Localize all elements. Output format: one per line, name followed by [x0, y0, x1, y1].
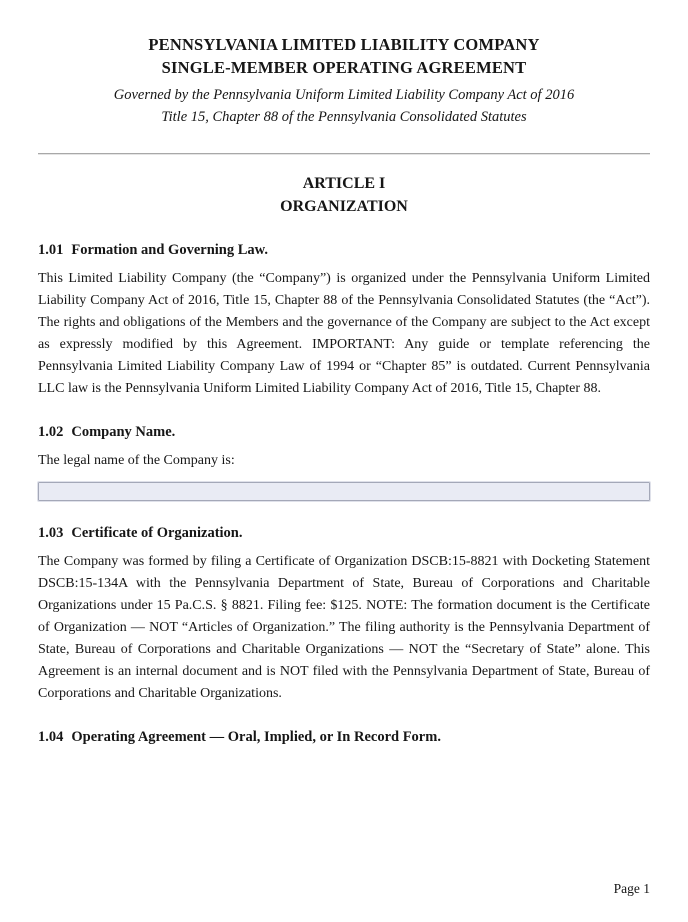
section-title: Certificate of Organization.	[71, 525, 243, 541]
section-title: Formation and Governing Law.	[71, 242, 268, 258]
company-name-input[interactable]	[38, 482, 650, 501]
section-title: Operating Agreement — Oral, Implied, or In Record Form.	[71, 729, 441, 745]
section-paragraph-1-03: The Company was formed by filing a Certificate of Organization DSCB:15-8821 with Docketing Statement DSCB:15-134A with the Pennsylvania Department of State, Bureau of Corporations and Charitable Organizations under 15 Pa.C.S. § 8821. Filing fee: $125. NOTE: The formation document is the Certificate of Organization — NOT “Articles of Organization.” The filing authority is the Pennsylvania Department of State, Bureau of Corporations and Charitable Organizations — NOT the “Secretary of State” alone. This Agreement is an internal document and is NOT filed with the Pennsylvania Department of State, Bureau of Corporations and Charitable Organizations.	[38, 554, 650, 701]
section-heading-1-03	[38, 523, 650, 543]
section-paragraph-1-01: This Limited Liability Company (the “Company”) is organized under the Pennsylvania Uniform Limited Liability Company Act of 2016, Title 15, Chapter 88 of the Pennsylvania Consolidated Statutes (the “Act”). The rights and obligations of the Members and the governance of the Company are subject to the Act except as expressly modified by this Agreement. IMPORTANT: Any guide or template referencing the Pennsylvania Limited Liability Company Law of 1994 or “Chapter 85” is outdated. Current Pennsylvania LLC law is the Pennsylvania Uniform Limited Liability Company Act of 2016, Title 15, Chapter 88.	[38, 271, 650, 396]
header-divider	[38, 153, 650, 155]
section-heading-1-04	[38, 727, 650, 747]
document-title-line-2: SINGLE-MEMBER OPERATING AGREEMENT	[161, 58, 527, 77]
page-number: Page 1	[613, 881, 650, 896]
section-heading-1-01	[38, 240, 650, 260]
article-title: ORGANIZATION	[280, 198, 408, 215]
section-paragraph-1-02: The legal name of the Company is:	[38, 453, 235, 468]
document-subtitle-line-2: Title 15, Chapter 88 of the Pennsylvania Consolidated Statutes	[161, 109, 527, 125]
section-number: 1.01	[38, 242, 64, 258]
document-title-line-1: PENNSYLVANIA LIMITED LIABILITY COMPANY	[148, 35, 540, 54]
section-heading-1-02	[38, 422, 650, 442]
section-title: Company Name.	[71, 424, 176, 440]
document-subtitle-line-1: Governed by the Pennsylvania Uniform Limited Liability Company Act of 2016	[113, 87, 575, 103]
article-label: ARTICLE I	[302, 175, 386, 192]
section-number: 1.02	[38, 424, 64, 440]
section-number: 1.03	[38, 525, 64, 541]
section-number: 1.04	[38, 729, 64, 745]
